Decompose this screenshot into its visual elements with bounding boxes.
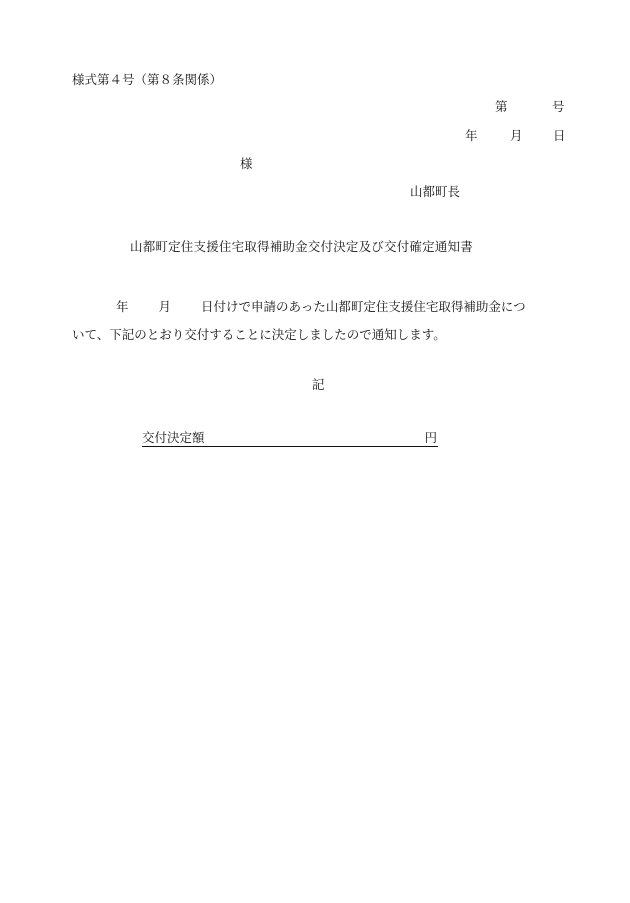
date-day: 日 bbox=[553, 128, 566, 143]
body-paragraph bbox=[72, 293, 562, 349]
document-number-prefix: 第 bbox=[495, 99, 508, 114]
body-year: 年 bbox=[116, 299, 129, 314]
date-month: 月 bbox=[510, 128, 523, 143]
grant-amount-unit: 円 bbox=[424, 430, 437, 445]
body-line-2: いて、下記のとおり交付することに決定しましたので通知します。 bbox=[72, 327, 446, 342]
body-line-1-text: 日付けで申請のあった山都町定住支援住宅取得補助金につ bbox=[201, 299, 526, 314]
body-month: 月 bbox=[158, 299, 172, 314]
document-number-suffix: 号 bbox=[552, 99, 565, 114]
form-number: 様式第４号（第８条関係） bbox=[72, 72, 223, 87]
issuer: 山都町長 bbox=[410, 184, 461, 199]
document-title: 山都町定住支援住宅取得補助金交付決定及び交付確定通知書 bbox=[130, 239, 473, 254]
grant-amount-field bbox=[142, 430, 438, 447]
ki-heading: 記 bbox=[312, 377, 325, 392]
body-line-1 bbox=[72, 293, 562, 321]
date-year: 年 bbox=[465, 128, 478, 143]
addressee: 様 bbox=[240, 156, 253, 171]
grant-amount-label: 交付決定額 bbox=[142, 430, 205, 445]
